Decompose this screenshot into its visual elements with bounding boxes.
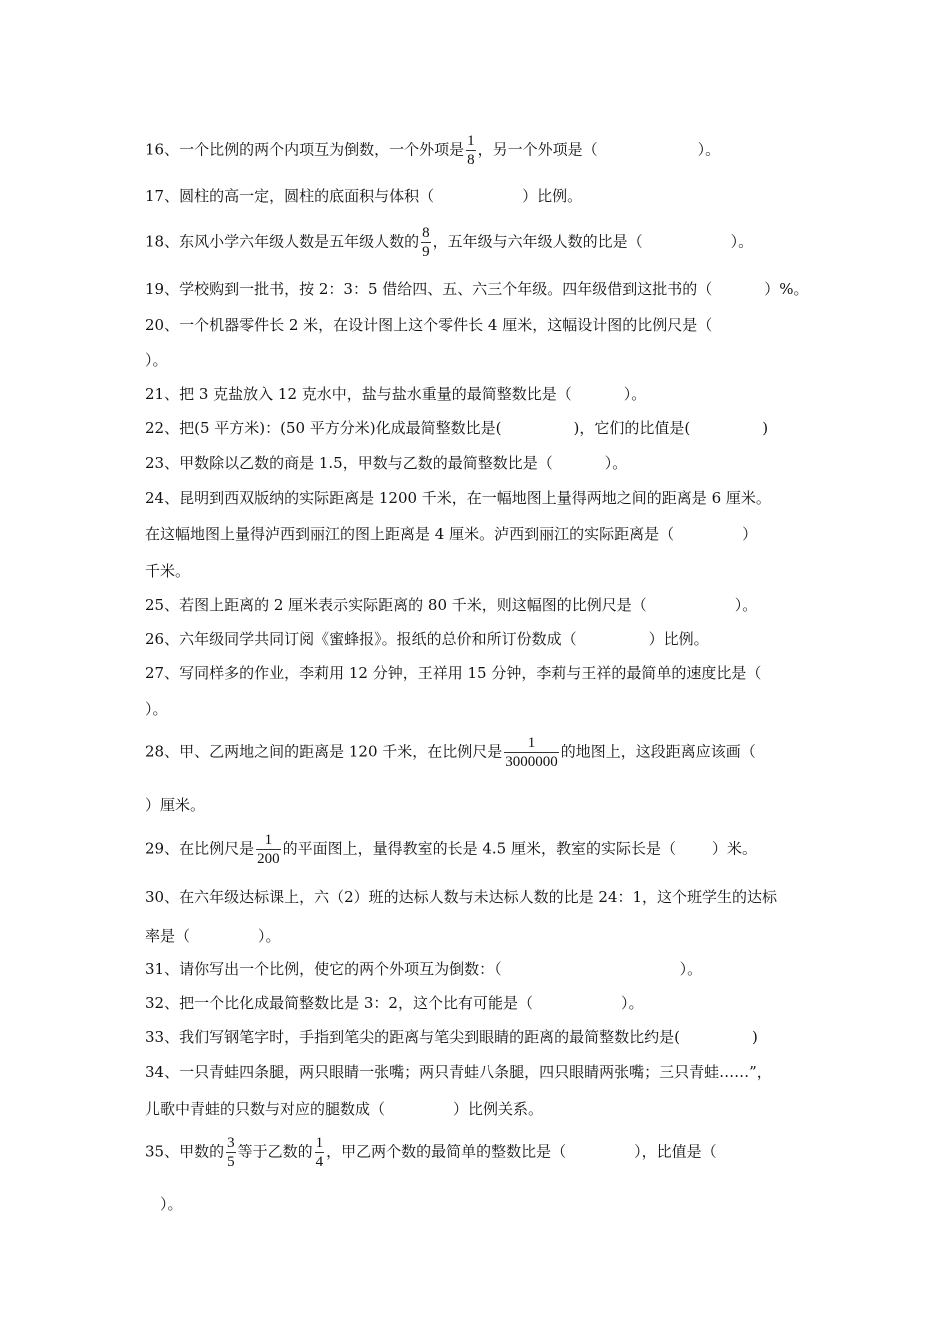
question-20-cont: ）。 [145, 351, 168, 369]
question-31: 31、请你写出一个比例，使它的两个外项互为倒数：（ ）。 [145, 960, 703, 978]
question-28: 28、甲、乙两地之间的距离是 120 千米，在比例尺是 $\frac{1}{3000000}$ 的地图上，这段距离应该画（ [145, 735, 756, 770]
question-35-cont: ）。 [160, 1195, 183, 1213]
fraction-1-4: $\frac{1}{4}$ [315, 1135, 324, 1170]
question-34-cont: 儿歌中青蛙的只数与对应的腿数成（ ）比例关系。 [145, 1100, 544, 1118]
question-17: 17、圆柱的高一定，圆柱的底面积与体积（ ）比例。 [145, 187, 583, 205]
question-19: 19、学校购到一批书，按 2：3：5 借给四、五、六三个年级。四年级借到这批书的（ ）%。 [145, 280, 809, 298]
question-30: 30、在六年级达标课上，六（2）班的达标人数与未达标人数的比是 24：1，这个班学生的达标 [145, 888, 778, 906]
fraction-1-8: $\frac{1}{8}$ [467, 133, 475, 168]
question-28-cont: ）厘米。 [145, 796, 206, 814]
question-27: 27、写同样多的作业，李莉用 12 分钟，王祥用 15 分钟，李莉与王祥的最简单的速度比是（ [145, 664, 762, 682]
fraction-scale-1-200: $\frac{1}{200}$ [257, 832, 280, 867]
question-32: 32、把一个比化成最简整数比是 3：2，这个比有可能是（ ）。 [145, 994, 644, 1012]
question-34: 34、一只青蛙四条腿，两只眼睛一张嘴；两只青蛙八条腿，四只眼睛两张嘴；三只青蛙……”， [145, 1063, 772, 1081]
question-20: 20、一个机器零件长 2 米，在设计图上这个零件长 4 厘米，这幅设计图的比例尺是（ [145, 316, 713, 334]
question-24: 24、昆明到西双版纳的实际距离是 1200 千米，在一幅地图上量得两地之间的距离是 6 厘米。 [145, 489, 771, 507]
question-21: 21、把 3 克盐放入 12 克水中，盐与盐水重量的最简整数比是（ ）。 [145, 385, 647, 403]
question-27-cont: ）。 [145, 700, 168, 718]
question-29: 29、在比例尺是 $\frac{1}{200}$ 的平面图上，量得教室的长是 4.5 厘米，教室的实际长是（ ）米。 [145, 832, 758, 867]
question-30-cont: 率是（ ）。 [145, 927, 281, 945]
question-25: 25、若图上距离的 2 厘米表示实际距离的 80 千米，则这幅图的比例尺是（ ）。 [145, 596, 758, 614]
fraction-8-9: $\frac{8}{9}$ [422, 225, 430, 260]
question-33: 33、我们写钢笔字时，手指到笔尖的距离与笔尖到眼睛的距离的最简整数比约是( ) [145, 1028, 758, 1046]
question-26: 26、六年级同学共同订阅《蜜蜂报》。报纸的总价和所订份数成（ ）比例。 [145, 630, 709, 648]
question-24-cont2: 千米。 [145, 562, 191, 580]
question-24-cont: 在这幅地图上量得泸西到丽江的图上距离是 4 厘米。泸西到丽江的实际距离是（ ） [145, 525, 758, 543]
question-18: 18、东风小学六年级人数是五年级人数的 $\frac{8}{9}$ ，五年级与六年级人数的比是（ ）。 [145, 225, 754, 260]
question-35: 35、甲数的 $\frac{3}{5}$ 等于乙数的 $\frac{1}{4}$ ，甲乙两个数的最简单的整数比是（ ），比值是（ [145, 1135, 717, 1170]
question-23: 23、甲数除以乙数的商是 1.5，甲数与乙数的最简整数比是（ ）。 [145, 454, 628, 472]
fraction-3-5: $\frac{3}{5}$ [227, 1135, 235, 1170]
question-22: 22、把(5 平方米)：(50 平方分米)化成最简整数比是( )，它们的比值是( ) [145, 419, 769, 437]
fraction-scale-1-3000000: $\frac{1}{3000000}$ [505, 735, 558, 770]
question-16: 16、一个比例的两个内项互为倒数，一个外项是 $\frac{1}{8}$ ，另一个外项是（ ）。 [145, 133, 721, 168]
